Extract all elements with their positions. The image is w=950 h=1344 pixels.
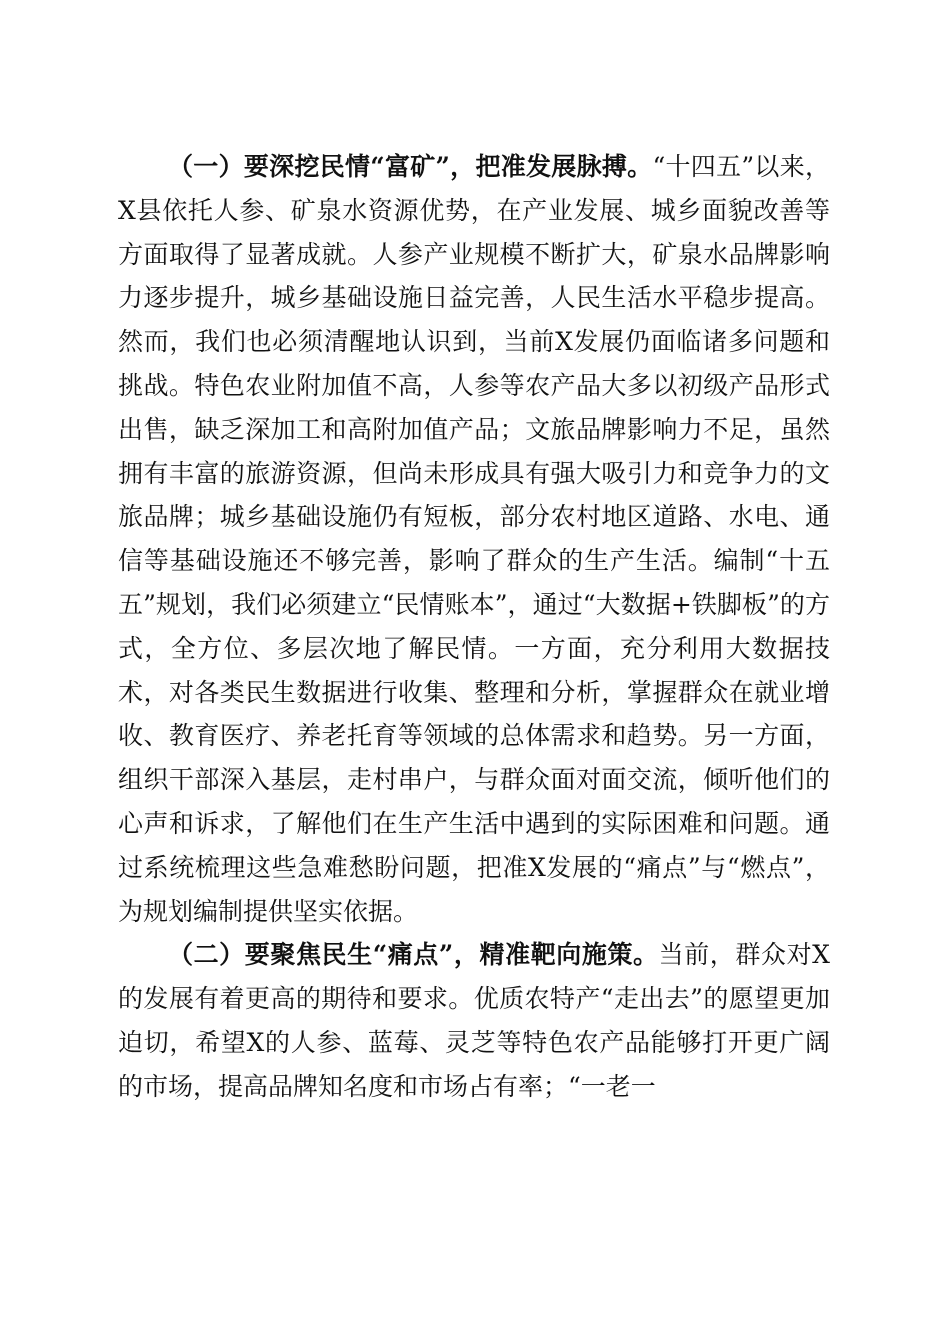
paragraph-section-2	[118, 933, 830, 1108]
section-heading-1: （一）要深挖民情“富矿”，把准发展脉搏。	[168, 152, 653, 181]
section-body-1: “十四五”以来，X县依托人参、矿泉水资源优势，在产业发展、城乡面貌改善等方面取得了显著成就。人参产业规模不断扩大，矿泉水品牌影响力逐步提升，城乡基础设施日益完善，人民生活水平稳步提高。然而，我们也必须清醒地认识到，当前X发展仍面临诸多问题和挑战。特色农业附加值不高，人参等农产品大多以初级产品形式出售，缺乏深加工和高附加值产品；文旅品牌影响力不足，虽然拥有丰富的旅游资源，但尚未形成具有强大吸引力和竞争力的文旅品牌；城乡基础设施仍有短板，部分农村地区道路、水电、通信等基础设施还不够完善，影响了群众的生产生活。编制“十五五”规划，我们必须建立“民情账本”，通过“大数据+铁脚板”的方式，全方位、多层次地了解民情。一方面，充分利用大数据技术，对各类民生数据进行收集、整理和分析，掌握群众在就业增收、教育医疗、养老托育等领域的总体需求和趋势。另一方面，组织干部深入基层，走村串户，与群众面对面交流，倾听他们的心声和诉求，了解他们在生产生活中遇到的实际困难和问题。通过系统梳理这些急难愁盼问题，把准X发展的“痛点”与“燃点”，为规划编制提供坚实依据。	[118, 152, 831, 926]
paragraph-section-1	[118, 145, 830, 933]
section-heading-2: （二）要聚焦民生“痛点”，精准靶向施策。	[168, 940, 659, 970]
section-body-2: 当前，群众对X的发展有着更高的期待和要求。优质农特产“走出去”的愿望更加迫切，希望X的人参、蓝莓、灵芝等特色农产品能够打开更广阔的市场，提高品牌知名度和市场占有率；“一老一	[118, 940, 830, 1101]
document-body	[118, 145, 830, 1109]
